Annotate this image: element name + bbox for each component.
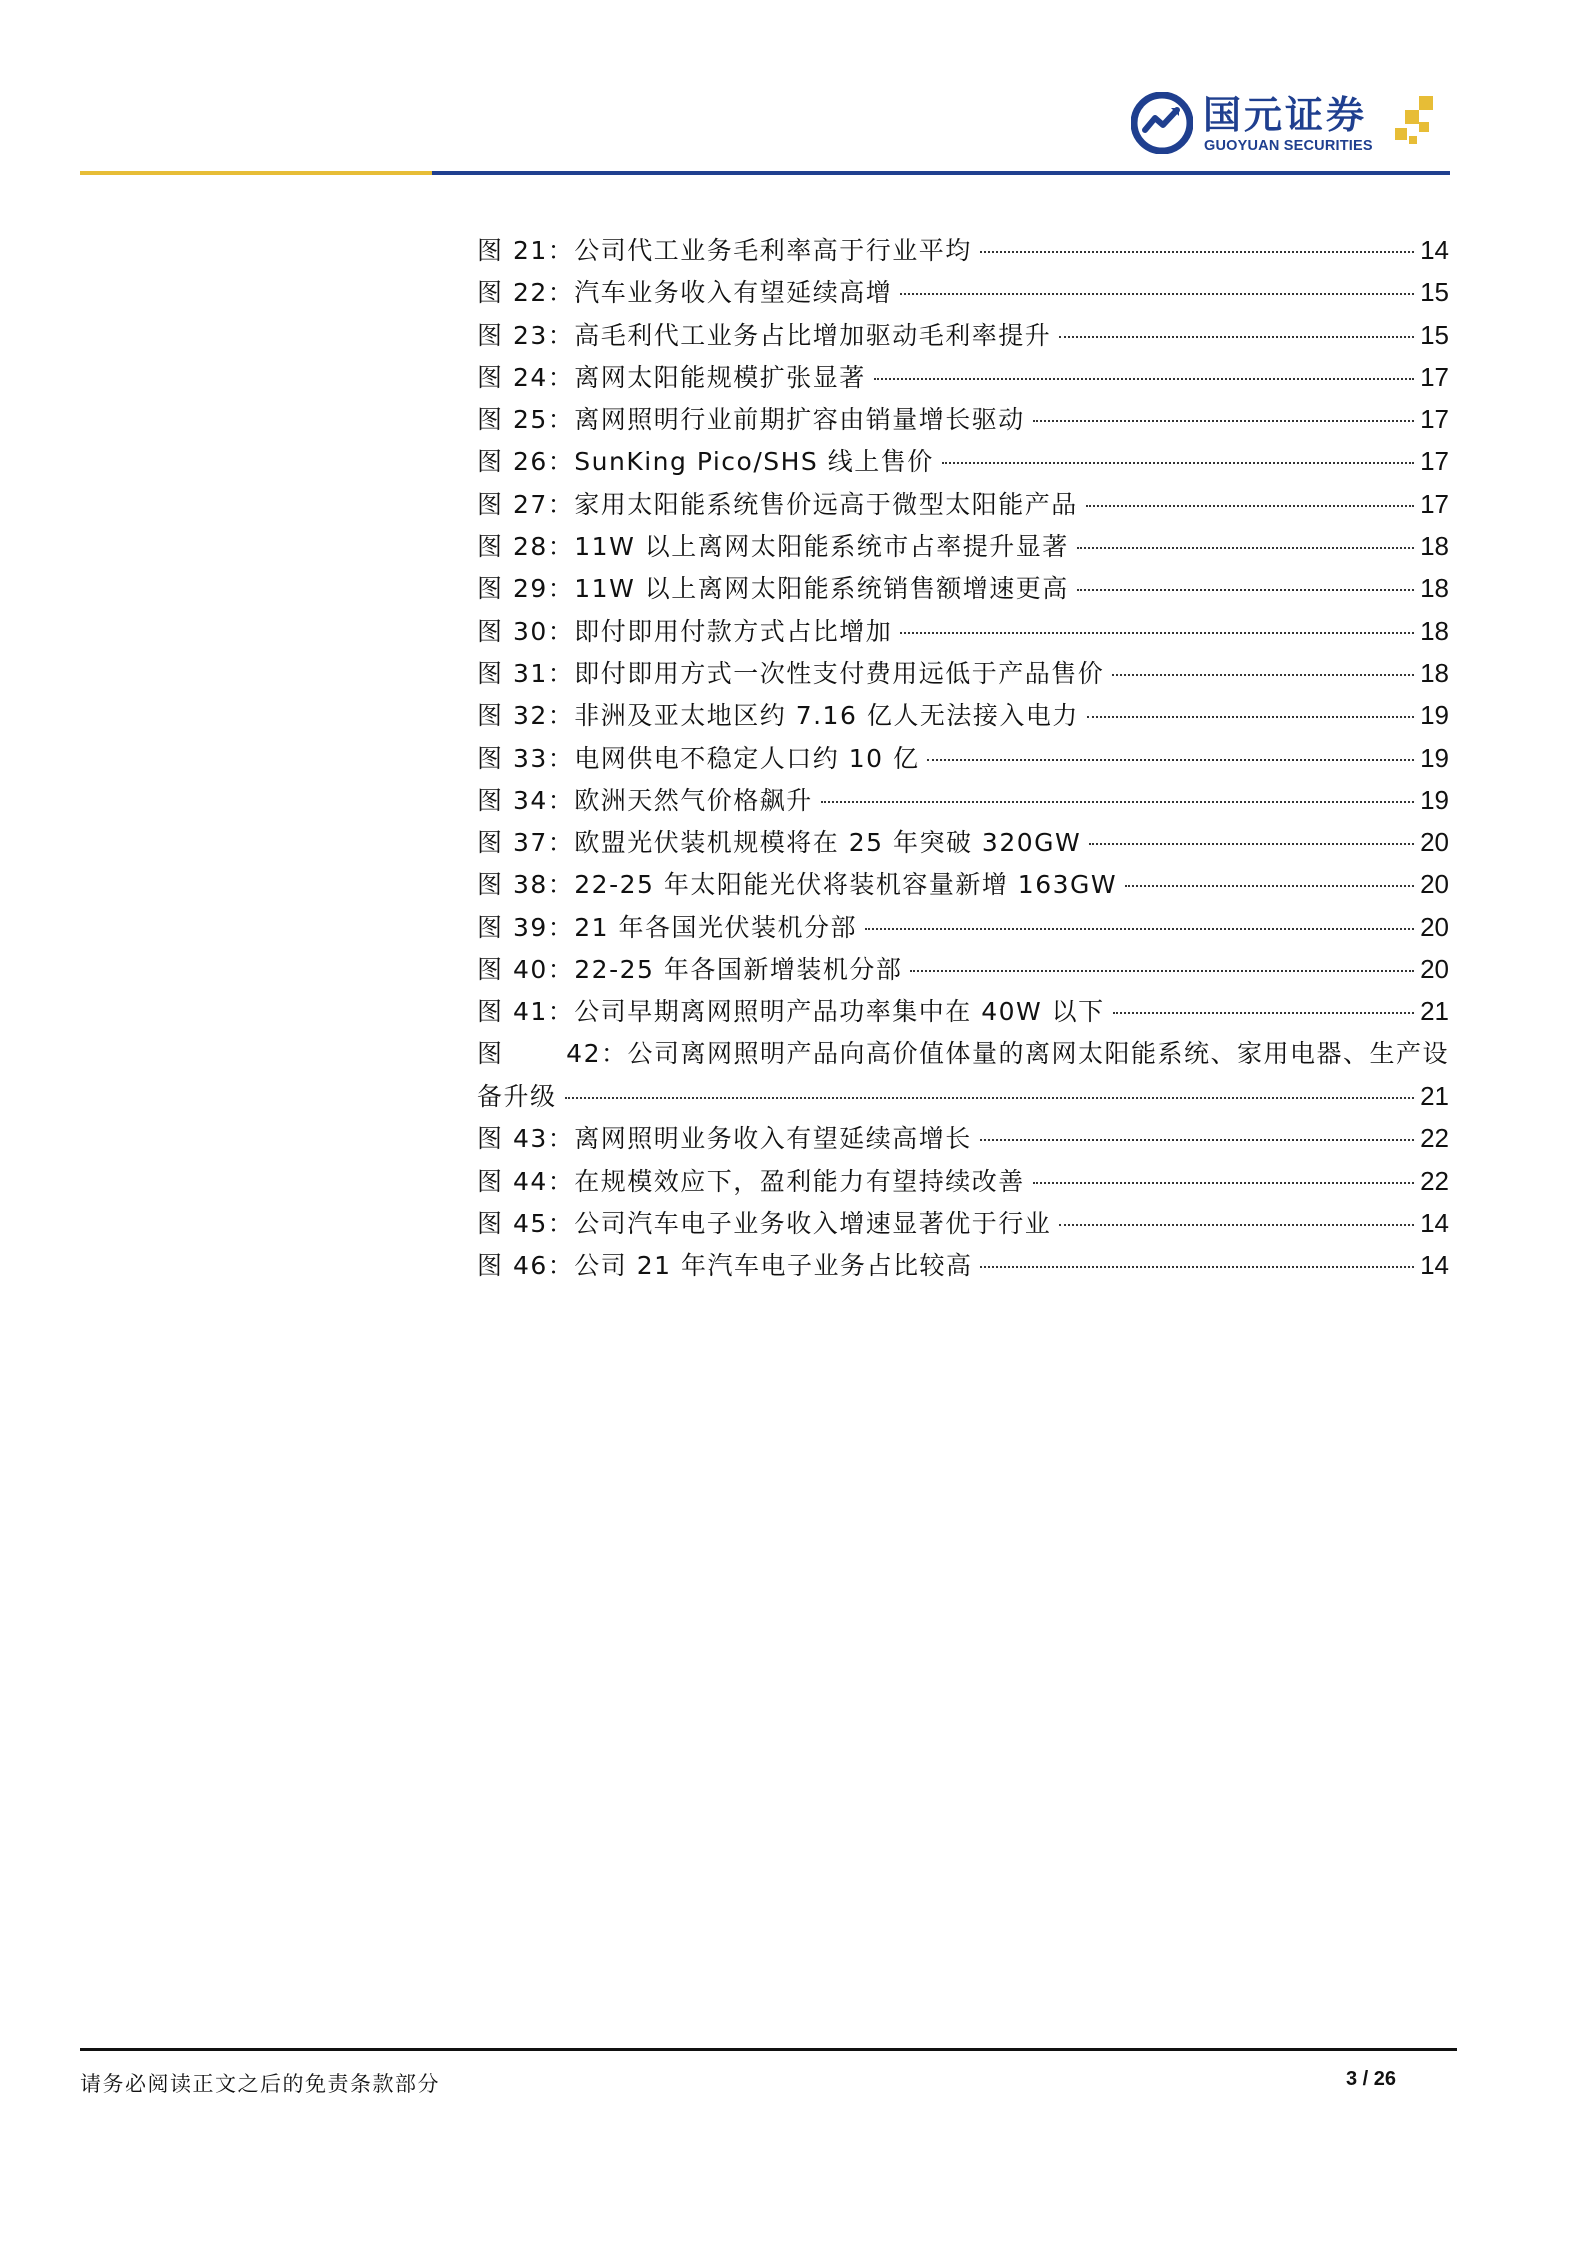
toc-page-number: 14 (1420, 1250, 1449, 1281)
toc-label: 图 44：在规模效应下，盈利能力有望持续改善 (477, 1166, 1025, 1196)
toc-page-number: 14 (1420, 1207, 1449, 1238)
company-logo (1131, 88, 1451, 160)
toc-page-number: 17 (1420, 361, 1449, 392)
toc-label: 图 32：非洲及亚太地区约 7.16 亿人无法接入电力 (477, 701, 1079, 731)
toc-entry[interactable] (477, 990, 1449, 1032)
footer-disclaimer: 请务必阅读正文之后的免责条款部分 (80, 2072, 440, 2096)
toc-entry[interactable] (477, 1160, 1449, 1202)
toc-dot-leader (1033, 1182, 1414, 1184)
toc-dot-leader (900, 632, 1414, 634)
toc-label: 图 24：离网太阳能规模扩张显著 (477, 362, 866, 392)
toc-entry[interactable] (477, 483, 1449, 525)
toc-entry[interactable] (477, 737, 1449, 779)
toc-entry[interactable] (477, 1117, 1449, 1159)
toc-entry[interactable] (477, 863, 1449, 905)
logo-english-text: GUOYUAN SECURITIES (1204, 138, 1373, 154)
toc-dot-leader (1086, 505, 1414, 507)
toc-entry[interactable] (477, 525, 1449, 567)
toc-dot-leader (1077, 547, 1414, 549)
toc-page-number: 17 (1420, 488, 1449, 519)
toc-page-number: 21 (1420, 996, 1449, 1027)
header-rule-gold (80, 171, 432, 175)
toc-entry[interactable] (477, 779, 1449, 821)
toc-page-number: 15 (1420, 319, 1449, 350)
toc-dot-leader (874, 378, 1414, 380)
toc-page-number: 20 (1420, 954, 1449, 985)
toc-dot-leader (1059, 1224, 1414, 1226)
toc-entry-line2 (477, 1075, 1449, 1117)
footer-page-number: 3 / 26 (1346, 2068, 1397, 2090)
figure-list (477, 229, 1449, 1286)
toc-page-number: 18 (1420, 531, 1449, 562)
toc-dot-leader (980, 1266, 1414, 1268)
toc-label-continued: 备升级 (477, 1081, 557, 1111)
toc-dot-leader (1113, 1012, 1414, 1014)
toc-page-number: 20 (1420, 869, 1449, 900)
toc-label: 图 27：家用太阳能系统售价远高于微型太阳能产品 (477, 489, 1078, 519)
toc-entry[interactable] (477, 567, 1449, 609)
toc-dot-leader (927, 759, 1414, 761)
toc-dot-leader (1125, 885, 1414, 887)
toc-label: 图 28：11W 以上离网太阳能系统市占率提升显著 (477, 532, 1069, 562)
toc-page-number: 14 (1420, 235, 1449, 265)
toc-label: 图 30：即付即用付款方式占比增加 (477, 616, 893, 646)
logo-chinese-text: 国元证券 (1203, 93, 1368, 137)
toc-entry[interactable] (477, 356, 1449, 398)
toc-page-number: 18 (1420, 573, 1449, 604)
toc-dot-leader (1033, 420, 1414, 422)
toc-page-number: 18 (1420, 657, 1449, 688)
gold-squares-icon (1383, 90, 1445, 152)
header-rule-blue (432, 171, 1450, 175)
toc-dot-leader (980, 251, 1414, 253)
toc-label: 图 29：11W 以上离网太阳能系统销售额增速更高 (477, 574, 1069, 604)
toc-page-number: 15 (1420, 277, 1449, 308)
toc-entry[interactable] (477, 652, 1449, 694)
toc-page-number: 20 (1420, 827, 1449, 858)
toc-page-number: 17 (1420, 446, 1449, 477)
toc-page-number: 18 (1420, 615, 1449, 646)
toc-dot-leader (1059, 336, 1414, 338)
toc-label: 图 41：公司早期离网照明产品功率集中在 40W 以下 (477, 997, 1105, 1027)
toc-entry[interactable] (477, 694, 1449, 736)
toc-page-number: 19 (1420, 784, 1449, 815)
toc-entry[interactable] (477, 398, 1449, 440)
toc-dot-leader (821, 801, 1414, 803)
toc-page-number: 20 (1420, 911, 1449, 942)
toc-entry[interactable] (477, 440, 1449, 482)
toc-label: 图 21：公司代工业务毛利率高于行业平均 (477, 236, 972, 265)
toc-entry[interactable] (477, 610, 1449, 652)
toc-label: 图 34：欧洲天然气价格飙升 (477, 785, 813, 815)
toc-dot-leader (910, 970, 1414, 972)
toc-label: 图 39：21 年各国光伏装机分部 (477, 912, 858, 942)
toc-dot-leader (1087, 716, 1414, 718)
toc-entry-line1 (477, 1033, 1449, 1075)
toc-page-number: 19 (1420, 742, 1449, 773)
toc-dot-leader (980, 1139, 1414, 1141)
toc-dot-leader (900, 293, 1414, 295)
toc-label: 图 43：离网照明业务收入有望延续高增长 (477, 1124, 972, 1154)
footer-rule (80, 2048, 1457, 2051)
toc-page-number: 19 (1420, 700, 1449, 731)
toc-label-part: 图 (477, 1038, 504, 1068)
toc-entry[interactable] (477, 1244, 1449, 1286)
toc-label: 图 22：汽车业务收入有望延续高增 (477, 278, 893, 308)
guoyuan-logo-icon (1131, 92, 1193, 154)
toc-page-number: 22 (1420, 1165, 1449, 1196)
toc-dot-leader (865, 928, 1414, 930)
toc-page-number: 22 (1420, 1123, 1449, 1154)
toc-entry[interactable] (477, 314, 1449, 356)
toc-entry[interactable] (477, 906, 1449, 948)
toc-label-part: 42：公司离网照明产品向高价值体量的离网太阳能系统、家用电器、生产设 (566, 1038, 1449, 1068)
toc-entry[interactable] (477, 1202, 1449, 1244)
toc-entry[interactable] (477, 821, 1449, 863)
toc-entry[interactable] (477, 948, 1449, 990)
toc-label: 图 23：高毛利代工业务占比增加驱动毛利率提升 (477, 320, 1052, 350)
toc-dot-leader (1089, 843, 1414, 845)
toc-label: 图 45：公司汽车电子业务收入增速显著优于行业 (477, 1208, 1052, 1238)
toc-dot-leader (1077, 589, 1414, 591)
toc-label: 图 25：离网照明行业前期扩容由销量增长驱动 (477, 405, 1025, 435)
toc-dot-leader (942, 462, 1414, 464)
toc-page-number: 17 (1420, 404, 1449, 435)
toc-dot-leader (565, 1097, 1415, 1099)
toc-label: 图 38：22-25 年太阳能光伏将装机容量新增 163GW (477, 870, 1118, 900)
toc-entry[interactable] (477, 229, 1449, 271)
toc-label: 图 26：SunKing Pico/SHS 线上售价 (477, 447, 934, 477)
toc-page-number: 21 (1420, 1080, 1449, 1111)
toc-label: 图 31：即付即用方式一次性支付费用远低于产品售价 (477, 658, 1105, 688)
toc-label: 图 40：22-25 年各国新增装机分部 (477, 955, 903, 985)
toc-entry[interactable] (477, 271, 1449, 313)
toc-dot-leader (1112, 674, 1414, 676)
toc-label: 图 33：电网供电不稳定人口约 10 亿 (477, 743, 920, 773)
toc-label: 图 46：公司 21 年汽车电子业务占比较高 (477, 1251, 973, 1281)
toc-entry-wrapped[interactable] (477, 1033, 1449, 1118)
toc-label: 图 37：欧盟光伏装机规模将在 25 年突破 320GW (477, 828, 1082, 858)
